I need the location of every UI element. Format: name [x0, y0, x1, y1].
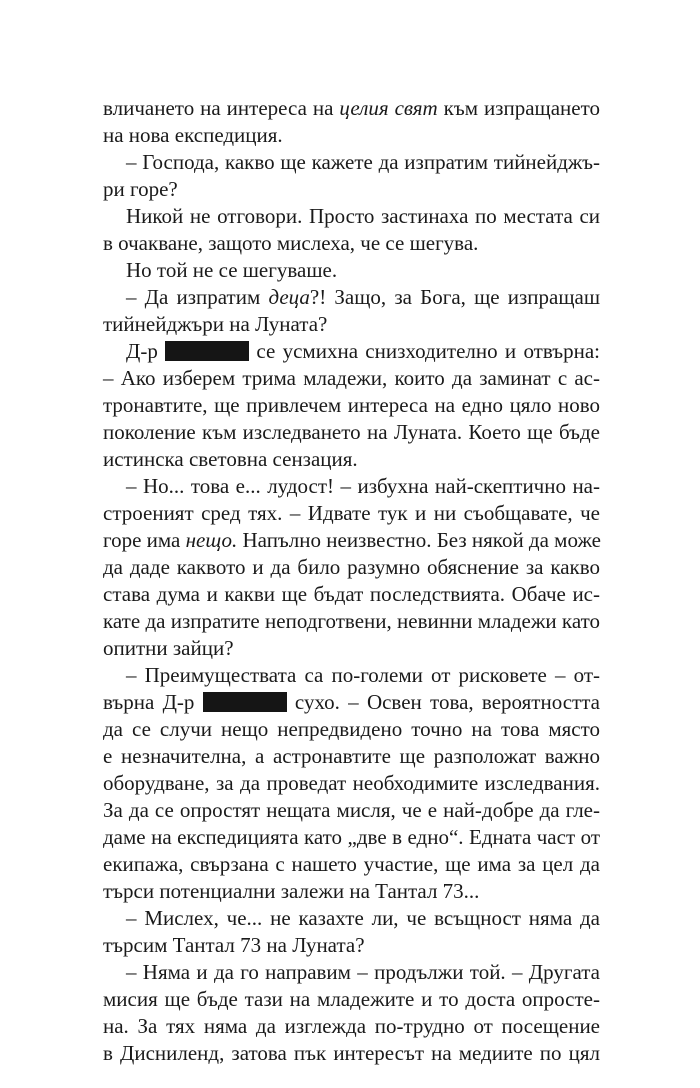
text-line: в очакване, защото мислеха, че се шегува. — [103, 231, 479, 255]
text-line: кате да изпратите неподготвени, невинни младежи като — [103, 609, 600, 633]
text-line: на нова експедиция. — [103, 123, 283, 147]
text-line: тронавтите, ще привлечем интереса на едно цяло ново — [103, 393, 600, 417]
text-line: да се случи нещо непредвидено точно на това място — [103, 717, 600, 741]
text-line: поколение към изследването на Луната. Което ще бъде — [103, 420, 600, 444]
text-line: горе има нещо. Напълно неизвестно. Без някой да може — [103, 528, 602, 552]
text-line: тийнейджъри на Луната? — [103, 312, 328, 336]
text-line: търси потенциални залежи на Тантал 73... — [103, 879, 480, 903]
text-line: опитни зайци? — [103, 636, 234, 660]
text-line: – Мислех, че... не казахте ли, че всъщност няма да — [126, 906, 600, 930]
text-line: върна Д-р сухо. – Освен това, вероятността — [103, 690, 600, 714]
text-line: – Но... това е... лудост! – избухна най-скептично на- — [126, 474, 600, 498]
text-line: мисия ще бъде тази на младежите и то доста опросте- — [103, 987, 600, 1011]
text-line: Но той не се шегуваше. — [126, 258, 338, 282]
text-line: в Дисниленд, затова пък интересът на медиите по цял — [103, 1041, 600, 1065]
text-line: – Преимуществата са по-големи от рисковете – от- — [126, 663, 600, 687]
text-line: вличането на интереса на целия свят към изпращането — [103, 96, 600, 120]
text-line: екипажа, свързана с нашето участие, ще има за цел да — [103, 852, 600, 876]
text-line: е незначителна, а астронавтите ще разположат важно — [103, 744, 600, 768]
redacted-name-block — [165, 341, 249, 361]
text-line: – Господа, какво ще кажете да изпратим тийнейджъ- — [126, 150, 600, 174]
text-line: на. За тях няма да изглежда по-трудно от посещение — [103, 1014, 600, 1038]
text-line: строеният сред тях. – Идвате тук и ни съобщавате, че — [103, 501, 600, 525]
text-line: оборудване, за да проведат необходимите изследвания. — [103, 771, 600, 795]
text-line: – Да изпратим деца?! Защо, за Бога, ще изпращаш — [126, 285, 601, 309]
text-line: търсим Тантал 73 на Луната? — [103, 933, 365, 957]
text-line: Д-р се усмихна снизходително и отвърна: — [126, 339, 600, 363]
text-line: истинска световна сензация. — [103, 447, 358, 471]
text-line: – Няма и да го направим – продължи той. – Другата — [126, 960, 600, 984]
redacted-name-block — [203, 692, 287, 712]
text-line: даме на експедицията като „две в едно“. Едната част от — [103, 825, 600, 849]
text-line: ри горе? — [103, 177, 178, 201]
text-line: става дума и какви ще бъдат последствията. Обаче ис- — [103, 582, 600, 606]
text-line: Никой не отговори. Просто застинаха по местата си — [126, 204, 600, 228]
text-line: – Ако изберем трима младежи, които да заминат с ас- — [103, 366, 600, 390]
text-line: да даде каквото и да било разумно обяснение за какво — [103, 555, 600, 579]
text-line: За да се опростят нещата мисля, че е най-добре да гле- — [103, 798, 600, 822]
